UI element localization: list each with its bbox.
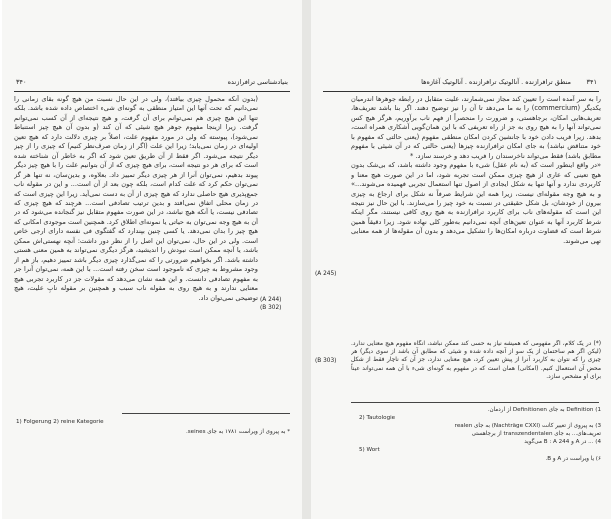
footnotes-ltr	[16, 418, 290, 426]
running-header: منطق ترافرازنده . آنالوتیک ترافرازنده . آنالوتیک آغازه‌ها	[421, 78, 571, 86]
footnote-line: تعریف‌های... به جای transzendentalen از برجاهستی	[471, 431, 601, 438]
margin-note-b: (B 302)	[260, 305, 282, 311]
body-text: (بدون آنکه محمول چیزی بیافتد)، ولی در این حال نسبت من هیچ گونه بقای زمانی را نمی‌دانیم که تحت آنها این امتیاز منطقی به گونه‌ای شیء اختصاص داده شده باشد. بلکه تنها این هیچ چیزی هم نمی‌توانم برای آن گرفت، و هیچ نتیجه‌ای از آن کسب نمی‌توانم گرفت. زیرا ازینجا مفهوم جوهر هیچ شیئی که آن کند (و بدون آن هیچ چیز استنباط نمی‌شود)، پیوسته که ولی در مورد مفهوم علت، اصلاً بر چیزی دلالت دارد که هیچ تعین اولیه‌ای در زمان نمی‌یابد؛ زیرا این علت (اگر از زمان صرف‌نظر کنیم) که چیزی را از چیز دیگر نتیجه می‌شود. اگر فقط از آن طریق تعین شود که اگر به خاطر آن شناخته شده است که برای هر دو نتیجه است، برای هیچ چیزی که از آن بتوانیم علت را با هیچ چیز دیگر پیوند بدهیم، نمی‌توان آنرا از هر چیزی دیگر تمییز داد. بعلاوه، و بدین‌سان، نه تنها هر گز نمی‌توان حکم کرد که علت کدام است، بلکه چون بعد از آن است... و این در مقوله ناب جمع‌پذیری هیچ حاصلی ندارد که هیچ چیزی از آن به دست نمی‌آید. زیرا این چیزی است که در زمان محلی اتفاق نمی‌افتد و بدین ترتیب تصادفی است... هرچند که هیچ چیزی که تصادفی نیست، یا آنکه هیچ نباشد، در این صورت مفهوم متقابل نیز گنجانده می‌شود که در آن به هیچ وجه نمی‌توان به حیاتی یا نمونه‌ای اطلاق کرد. همچنین است موجودی امکانی که هیچ چیز را بدان نمی‌دهد. یا کسی چنین بپندارد که گفتگوی فی نفسه دارای ارجی خاص است. ولی در این حال، نمی‌توان این اصل را از نظر دور داشت: آنچه نهستی‌اش ممکن باشد، یا آنچه ممکن است نبودش را اندیشید، هرگز دیگری نمی‌تواند به همین معنی هستی داشته باشد. اگر بخواهیم ضرورتی را که نمی‌گذارد چیزی دیگر باشد تمییز دهیم، باز هم از وجود مشروط به چیزی که ناموجود است سخن رفته است... با این همه، نمی‌توان آنرا جز به مفهوم تصادفی دانست. و این همه نشان می‌دهد که مقولات جز در کاربرد تجربی هیچ معنایی ندارند و به هیچ روی به مقوله ناب ‌سبب و همچنین بر مقوله نابِ علیت، هیچ توضیحی نمی‌توان داد.	[14, 95, 258, 302]
header-rule	[14, 91, 290, 92]
margin-note-a: (A 244)	[260, 297, 282, 303]
page-number: ۳۴۱	[586, 78, 597, 86]
footnote-line: 5) Wort	[359, 447, 380, 454]
footnote-line: 3) به پیروی از تغییر کانت (Nachträge CXXI) به جای realen	[454, 423, 601, 430]
footnotes-rtl	[16, 428, 290, 436]
footnote-line: * به پیروی از ویراست ۱۷۸۱ به جای seines.	[185, 429, 290, 435]
footnote-line: 2) Tautologie	[359, 415, 396, 422]
footnote-quote: (*) در یک کلام، اگر مفهومی که همیشه نیاز به حسی کند ممکن نباشد، آنگاه مفهوم هیچ معنایی ندارد. (لیکن اگر هم ساختمان از یک سو از آنچه داده شده و شیئی که مطابق آن باشد از سوی دیگر) هر چیزی را که نتوان به کاربرد آنرا از پیش تعیین کرد، هیچ معنایی ندارد، جز آن که ناچار فقط از شکل محض آن استعمال کنیم. (امکانی) همان است که در مفهوم به گونه‌ای شیء با آن همه نمی‌تواند عیناً برای او مشخص سازد.	[351, 341, 601, 380]
body-text: را به سر آمده است را تعیین کند مجاز نمی‌شمارند، علیت متقابل در رابطه جوهرها اندرمیان یکدیگر (commercium) را به ما می‌دهد تا آن را نیز توضیح دهند. اگر بنا باشد تعریف‌ها، تعریف‌هایی امکان، برجاهستی، و ضرورت را منحصراً از فهم ناب برآوریم، هرگز هیچ کس نمی‌تواند آنها را به هیچ روی به جز از راه تعریفی که با این همان‌گویی آشکاری همراه است، بدهد. زیرا فریب دادن خود با جانشین کردن امکان منطقی مفهوم (یعنی حالتی که مفهوم با خود متناقض نباشد) به جای امکان ترافرازنده چیزها (یعنی حالتی که در آن شیئی با مفهوم مطابق باشد) فقط می‌تواند ناخرسندان را فریب دهد و خرسند سازد. * «در واقع اینطور است که (به نام عقل) شیء با مفهوم وجود داشته باشد، که بی‌شک بدون هیچ تعینی که عاری از هیچ چیزی ممکن است تجربه شود، اما در این صورت هیچ معنا و کاربردی ندارد و آنها تنها به شکل ایجادی از اصول تنها استعمال تجربی فهمیده می‌شوند...» و به هیچ وجه مقوله‌ای نیست، زیرا همه این شرایط صرفاً نه شکل برای ارجاع به چیزی بیرون از خودشان، بل شکل حقیقتی در نسبت به خود چیز را می‌سازند. با این حال نیز نتیجه این است که مقوله‌های ناب برای کاربرد ترافرازنده به هیچ روی کافی نیستند، مگر اینکه شرط کاربرد آنها به عنوان تعین‌های آنچه نمی‌دانیم به‌طور کلی نهاده شود. زیرا دقیقاً همین شرط است که قضاوت درباره امکان‌ها را تشکیل می‌دهد و بدون آن مقوله‌ها از همه معنایی تهی می‌شوند.	[351, 95, 601, 245]
footnote-line: 1) Folgerung 2) reine Kategorie	[16, 419, 104, 425]
left-page	[2, 0, 302, 519]
footnote-line: 1) Definition به جای Definitionen از اردمان.	[487, 407, 601, 413]
header-rule	[323, 91, 599, 92]
margin-note	[260, 296, 298, 312]
footnotes	[351, 406, 601, 463]
running-header: بنیادشناسی ترافرازنده	[227, 78, 288, 86]
footnote-line: 4) ... در A و B : A 244 می‌گوید	[524, 439, 601, 446]
margin-note-b: (B 303)	[315, 358, 337, 364]
footnote-line: ۶) یا ویراست در A و B.	[545, 455, 601, 462]
margin-note-a: (A 245)	[315, 271, 337, 277]
footnote-rule	[351, 402, 599, 403]
right-page	[311, 0, 611, 519]
footnote-rule	[122, 413, 290, 414]
gutter	[302, 0, 311, 519]
page-number: ۳۴۰	[16, 78, 27, 86]
